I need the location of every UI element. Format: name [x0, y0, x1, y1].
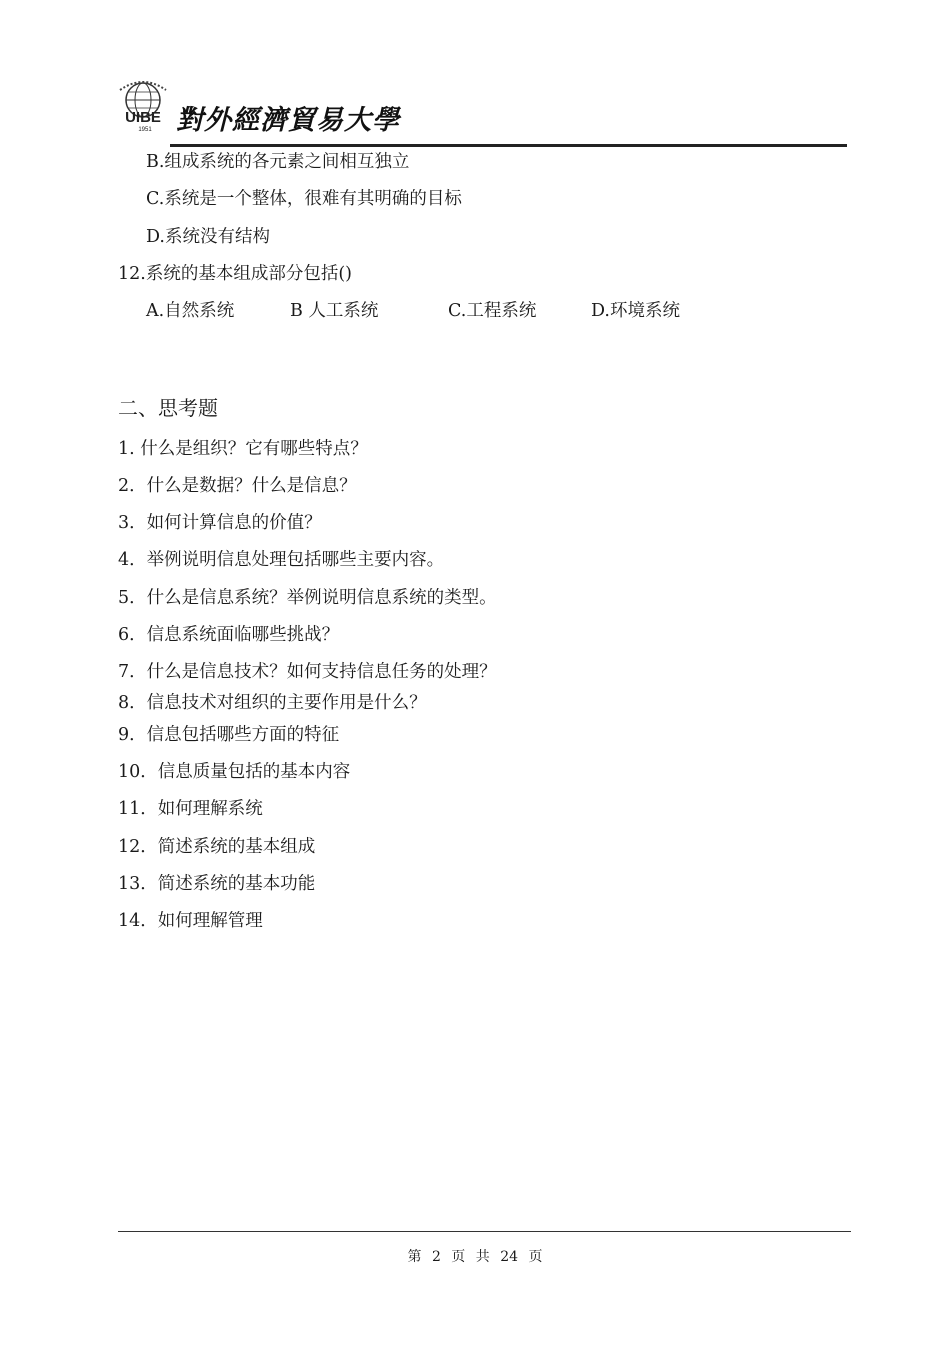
question-item: 12．简述系统的基本组成: [118, 837, 316, 857]
logo-year: 1951: [138, 127, 152, 132]
question-item: 6．信息系统面临哪些挑战？: [118, 625, 340, 645]
question-item: 9．信息包括哪些方面的特征: [118, 725, 340, 745]
question-item: 13．简述系统的基本功能: [118, 874, 316, 894]
question-item: 10．信息质量包括的基本内容: [118, 762, 351, 782]
footer-divider: [118, 1231, 851, 1232]
question-item: 8．信息技术对组织的主要作用是什么？: [118, 693, 427, 713]
q12-options: [0, 299, 950, 323]
question-item: 1. 什么是组织？它有哪些特点？: [118, 439, 368, 459]
q12-option-b: B 人工系统: [290, 301, 379, 321]
page-header: [112, 78, 847, 150]
question-item: 11．如何理解系统: [118, 799, 263, 819]
q12-option-a: A.自然系统: [146, 301, 235, 321]
question-item: 7．什么是信息技术？如何支持信息任务的处理？: [118, 662, 497, 682]
q11-option-b: B.组成系统的各元素之间相互独立: [146, 152, 410, 172]
school-name: 對外經濟貿易大學: [176, 105, 400, 136]
q11-option-c: C.系统是一个整体，很难有其明确的目标: [146, 189, 462, 209]
logo-text: UIBE: [125, 109, 161, 126]
header-divider: [170, 144, 847, 147]
question-item: 4．举例说明信息处理包括哪些主要内容。: [118, 550, 445, 570]
question-item: 2．什么是数据？什么是信息？: [118, 476, 357, 496]
question-item: 5．什么是信息系统？举例说明信息系统的类型。: [118, 588, 497, 608]
q12-option-c: C.工程系统: [448, 301, 537, 321]
university-logo: [114, 78, 172, 132]
question-item: 14．如何理解管理: [118, 911, 263, 931]
q12-question: 12.系统的基本组成部分包括(): [118, 264, 352, 284]
section-title: 二、思考题: [118, 396, 218, 420]
q11-option-d: D.系统没有结构: [146, 227, 270, 247]
question-item: 3．如何计算信息的价值？: [118, 513, 322, 533]
q12-option-d: D.环境系统: [591, 301, 680, 321]
page-number: 第 2 页 共 24 页: [407, 1249, 543, 1265]
